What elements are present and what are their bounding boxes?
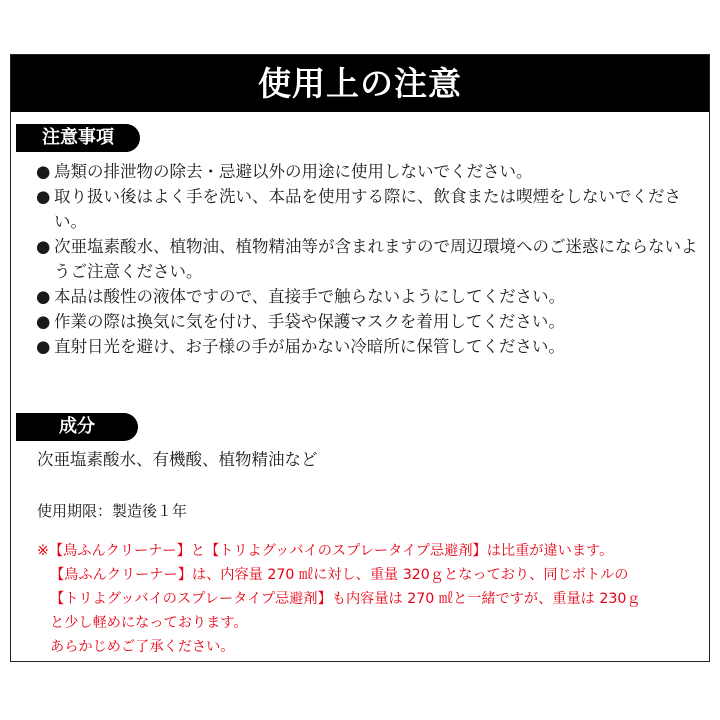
caution-note — [37, 539, 707, 659]
notes-list — [36, 159, 708, 359]
list-item: ● 作業の際は換気に気を付け、手袋や保護マスクを着用してください。 — [36, 309, 708, 334]
list-item: ● 次亜塩素酸水、植物油、植物精油等が含まれますので周辺環境へのご迷惑にならないようご注意ください。 — [36, 234, 708, 284]
list-item: ● 直射日光を避け、お子様の手が届かない冷暗所に保管してください。 — [36, 334, 708, 359]
list-item: ● 本品は酸性の液体ですので、直接手で触らないようにしてください。 — [36, 284, 708, 309]
caution-line: 【トリよグッバイのスプレータイプ忌避剤】も内容量は 270 ㎖と一緒ですが、重量は 230ｇ — [50, 591, 641, 607]
ingredients-heading: 成分 — [16, 413, 138, 441]
caution-line: あらかじめご了承ください。 — [50, 639, 235, 655]
expiry-text: 使用期限：製造後１年 — [37, 502, 188, 520]
ingredients-text: 次亜塩素酸水、有機酸、植物精油など — [37, 450, 318, 469]
page-title: 使用上の注意 — [11, 55, 709, 112]
caution-line: 【鳥ふんクリーナー】は、内容量 270 ㎖に対し、重量 320ｇとなっており、同じボトルの — [50, 567, 629, 583]
list-item: ● 鳥類の排泄物の除去・忌避以外の用途に使用しないでください。 — [36, 159, 708, 184]
notes-heading: 注意事項 — [16, 124, 140, 152]
list-item: ● 取り扱い後はよく手を洗い、本品を使用する際に、飲食または喫煙をしないでください。 — [36, 184, 708, 234]
caution-line: と少し軽めになっております。 — [50, 615, 248, 631]
caution-line: ※【鳥ふんクリーナー】と【トリよグッバイのスプレータイプ忌避剤】は比重が違います。 — [37, 543, 614, 559]
